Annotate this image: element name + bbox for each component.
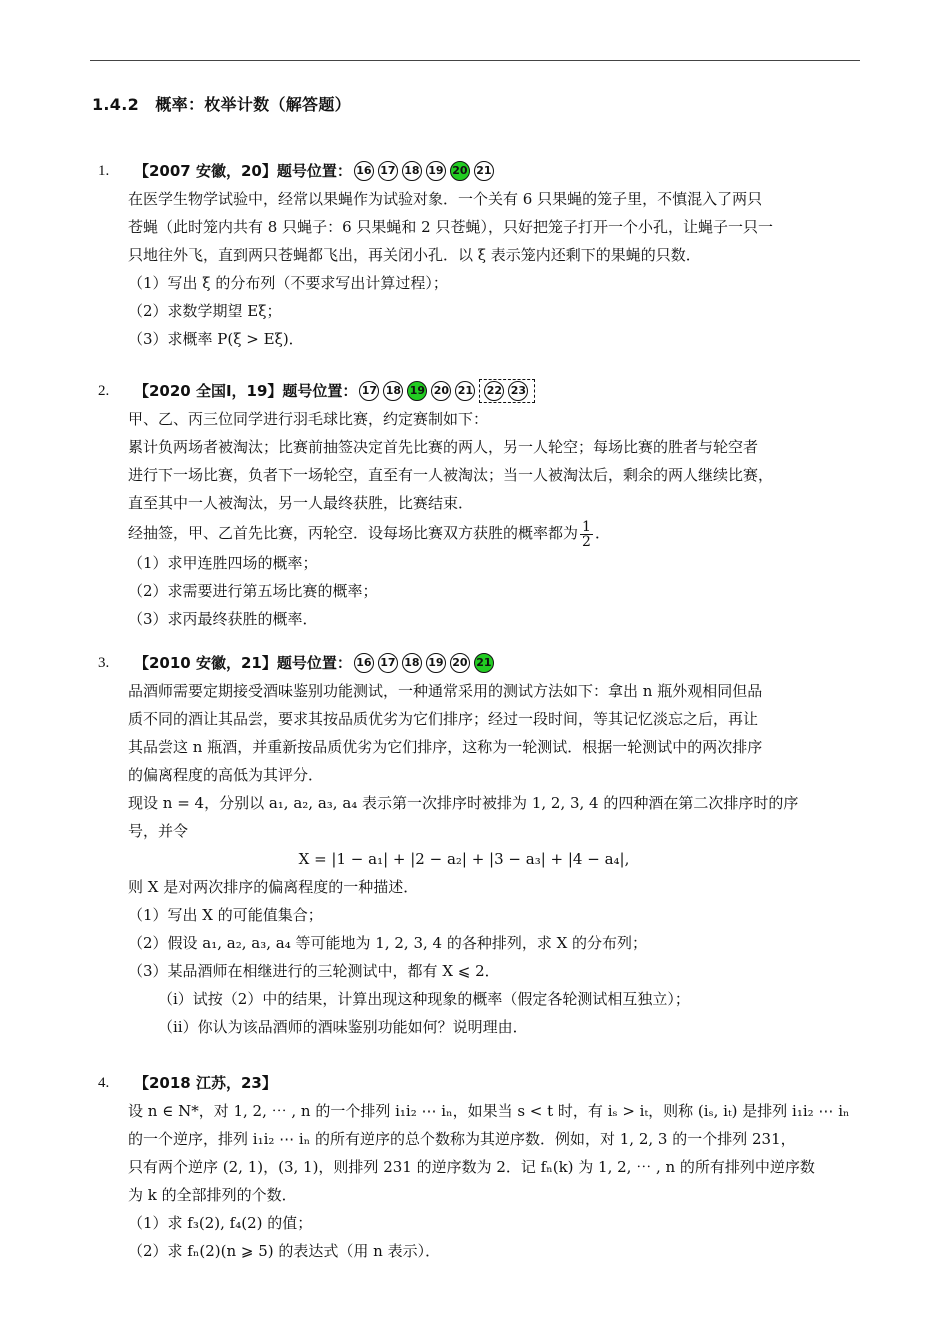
problem-header: 【2010 安徽，21】题号位置：	[134, 654, 352, 672]
position-circle: 19	[426, 653, 446, 673]
sub-question-line: （ⅱ）你认为该品酒师的酒味鉴别功能如何？说明理由．	[158, 1018, 528, 1036]
position-circle: 18	[402, 161, 422, 181]
text-line: （2）求 fₙ(2)(n ⩾ 5) 的表达式（用 n 表示）．	[128, 1242, 441, 1260]
problem-1	[92, 157, 860, 353]
fraction-line-text: 经抽签，甲、乙首先比赛，丙轮空．设每场比赛双方获胜的概率都为	[128, 524, 579, 542]
problem-2	[92, 377, 860, 633]
problem-header: 【2020 全国Ⅰ，19】题号位置：	[134, 382, 358, 400]
text-line: 其品尝这 n 瓶酒，并重新按品质优劣为它们排序，这称为一轮测试．根据一轮测试中的两次排序	[128, 738, 763, 756]
position-circle: 17	[378, 653, 398, 673]
text-line: 苍蝇（此时笼内共有 8 只蝇子：6 只果蝇和 2 只苍蝇），只好把笼子打开一个小孔，让蝇子一只一	[128, 218, 773, 236]
text-line: （1）写出 ξ 的分布列（不要求写出计算过程）；	[128, 274, 448, 292]
text-line: 号，并令	[128, 822, 189, 840]
text-line: （1）写出 X 的可能值集合；	[128, 906, 323, 924]
text-line: （3）求丙最终获胜的概率．	[128, 610, 318, 628]
position-circle: 16	[354, 653, 374, 673]
text-line: 累计负两场者被淘汰；比赛前抽签决定首先比赛的两人，另一人轮空；每场比赛的胜者与轮空者	[128, 438, 759, 456]
text-line: 质不同的酒让其品尝，要求其按品质优劣为它们排序；经过一段时间，等其记忆淡忘之后，再让	[128, 710, 759, 728]
text-line: 品酒师需要定期接受酒味鉴别功能测试，一种通常采用的测试方法如下：拿出 n 瓶外观相同但品	[128, 682, 763, 700]
position-circle: 16	[354, 161, 374, 181]
fraction-denominator: 2	[582, 533, 591, 550]
text-line: 为 k 的全部排列的个数．	[128, 1186, 297, 1204]
problem-4	[92, 1069, 860, 1265]
text-line: 在医学生物学试验中，经常以果蝇作为试验对象．一个关有 6 只果蝇的笼子里，不慎混入了两只	[128, 190, 763, 208]
text-line: 现设 n = 4，分别以 a₁, a₂, a₃, a₄ 表示第一次排序时被排为 1, 2, 3, 4 的四种酒在第二次排序时的序	[128, 794, 799, 812]
position-circle: 22	[484, 381, 504, 401]
position-circle: 17	[359, 381, 379, 401]
text-line-with-fraction	[128, 517, 860, 549]
position-circle: 19	[426, 161, 446, 181]
display-formula: X = |1 − a₁| + |2 − a₂| + |3 − a₃| + |4 − a₄|,	[298, 850, 630, 868]
problem-3	[92, 649, 860, 1041]
question-position-circles	[354, 161, 498, 181]
problem-number: 4.	[98, 1075, 110, 1091]
dashed-position-box	[479, 379, 535, 403]
position-circle-highlighted: 21	[474, 653, 494, 673]
question-position-circles	[359, 379, 535, 403]
position-circle: 21	[474, 161, 494, 181]
text-line: （2）求数学期望 Eξ；	[128, 302, 282, 320]
position-circle: 20	[431, 381, 451, 401]
problem-number: 1.	[98, 163, 110, 179]
position-circle: 18	[402, 653, 422, 673]
text-line: 的偏离程度的高低为其评分．	[128, 766, 324, 784]
sub-question-line: （ⅰ）试按（2）中的结果，计算出现这种现象的概率（假定各轮测试相互独立）；	[158, 990, 690, 1008]
text-line: （2）求需要进行第五场比赛的概率；	[128, 582, 378, 600]
text-line: 则 X 是对两次排序的偏离程度的一种描述．	[128, 878, 419, 896]
fraction-one-half	[580, 520, 593, 549]
text-line: 进行下一场比赛，负者下一场轮空，直至有一人被淘汰；当一人被淘汰后，剩余的两人继续比赛，	[128, 466, 774, 484]
header-rule	[90, 60, 860, 61]
text-line: （3）求概率 P(ξ > Eξ)．	[128, 330, 304, 348]
section-title: 1.4.2 概率：枚举计数（解答题）	[92, 95, 351, 114]
text-line: 只有两个逆序 (2, 1)，(3, 1)，则排列 231 的逆序数为 2．记 fₙ(k) 为 1, 2, ⋯ , n 的所有排列中逆序数	[128, 1158, 815, 1176]
question-position-circles	[354, 653, 498, 673]
text-line: 设 n ∈ N*，对 1, 2, ⋯ , n 的一个排列 i₁i₂ ⋯ iₙ，如果当 s < t 时，有 iₛ > iₜ，则称 (iₛ, iₜ) 是排列 i₁i₂ ⋯ iₙ	[128, 1102, 850, 1120]
problem-number: 2.	[98, 383, 110, 399]
text-line: （3）某品酒师在相继进行的三轮测试中，都有 X ⩽ 2．	[128, 962, 500, 980]
position-circle: 21	[455, 381, 475, 401]
text-line: 直至其中一人被淘汰，另一人最终获胜，比赛结束．	[128, 494, 474, 512]
text-line: （2）假设 a₁, a₂, a₃, a₄ 等可能地为 1, 2, 3, 4 的各种排列，求 X 的分布列；	[128, 934, 648, 952]
position-circle: 18	[383, 381, 403, 401]
text-line: （1）求 f₃(2), f₄(2) 的值；	[128, 1214, 313, 1232]
text-line: （1）求甲连胜四场的概率；	[128, 554, 318, 572]
position-circle-highlighted: 20	[450, 161, 470, 181]
fraction-numerator: 1	[582, 518, 591, 535]
problem-header: 【2018 江苏，23】	[134, 1074, 277, 1092]
position-circle-highlighted: 19	[407, 381, 427, 401]
problem-header: 【2007 安徽，20】题号位置：	[134, 162, 352, 180]
problem-number: 3.	[98, 655, 110, 671]
text-line: 只地往外飞，直到两只苍蝇都飞出，再关闭小孔．以 ξ 表示笼内还剩下的果蝇的只数．	[128, 246, 701, 264]
position-circle: 20	[450, 653, 470, 673]
text-line: 的一个逆序，排列 i₁i₂ ⋯ iₙ 的所有逆序的总个数称为其逆序数．例如，对 1, 2, 3 的一个排列 231，	[128, 1130, 796, 1148]
text-line: 甲、乙、丙三位同学进行羽毛球比赛，约定赛制如下：	[128, 410, 489, 428]
fraction-after: ．	[594, 524, 610, 542]
position-circle: 17	[378, 161, 398, 181]
position-circle: 23	[508, 381, 528, 401]
